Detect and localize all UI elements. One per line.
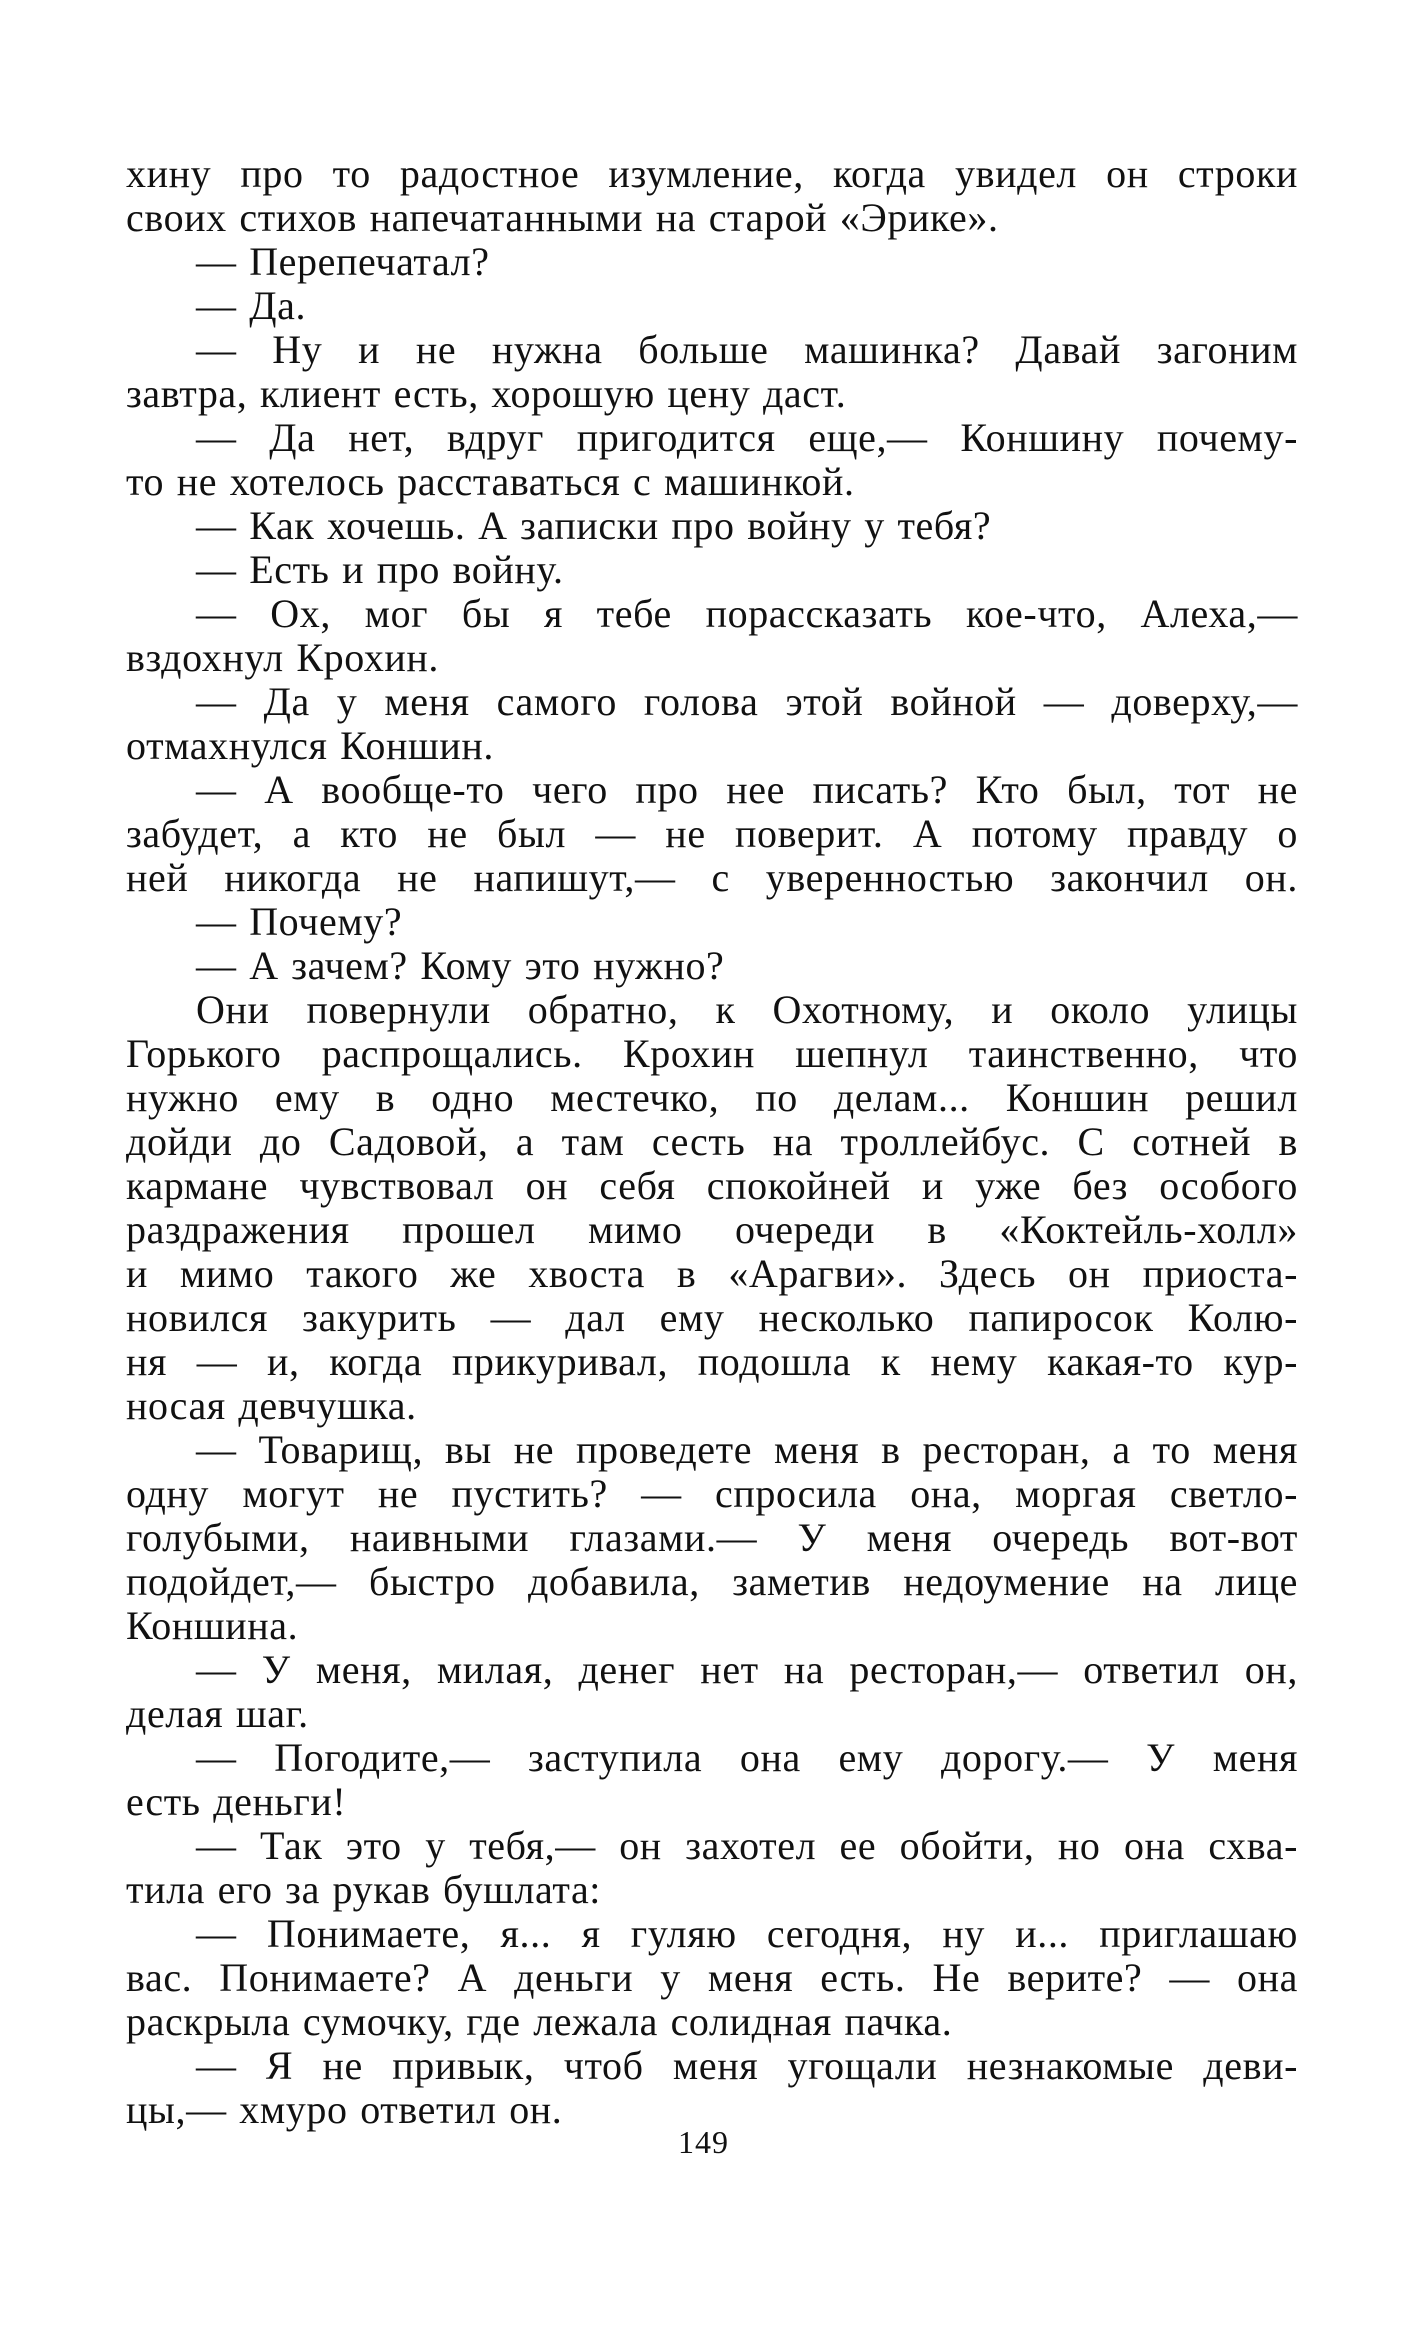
text-line: — А вообще-то чего про нее писать? Кто был, тот не (196, 767, 1298, 812)
text-line: — Почему? (196, 899, 403, 944)
text-line: отмахнулся Коншин. (126, 723, 495, 768)
text-line: хину про то радостное изумление, когда увидел он строки (126, 151, 1298, 196)
page-number: 149 (678, 2124, 729, 2160)
text-line: голубыми, наивными глазами.— У меня очередь вот-вот (126, 1515, 1298, 1560)
text-line: раздражения прошел мимо очереди в «Коктейль-холл» (126, 1207, 1298, 1252)
text-line: подойдет,— быстро добавила, заметив недоумение на лице (126, 1559, 1298, 1604)
text-line: делая шаг. (126, 1691, 309, 1736)
text-line: — Да нет, вдруг пригодится еще,— Коншину почему- (196, 415, 1298, 460)
text-line: есть деньги! (126, 1779, 347, 1824)
text-line: — Перепечатал? (196, 239, 490, 284)
text-line: — Так это у тебя,— он захотел ее обойти, но она схва- (196, 1823, 1298, 1868)
text-line: нужно ему в одно местечко, по делам... Коншин решил (126, 1075, 1298, 1120)
text-line: — Товарищ, вы не проведете меня в ресторан, а то меня (196, 1427, 1298, 1472)
text-line: — Понимаете, я... я гуляю сегодня, ну и... приглашаю (196, 1911, 1298, 1956)
text-line: одну могут не пустить? — спросила она, моргая светло- (126, 1471, 1298, 1516)
text-line: тила его за рукав бушлата: (126, 1867, 602, 1912)
text-line: Они повернули обратно, к Охотному, и около улицы (196, 987, 1298, 1032)
text-line: то не хотелось расставаться с машинкой. (126, 459, 855, 504)
text-line: кармане чувствовал он себя спокойней и уже без особого (126, 1163, 1298, 1208)
text-line: — Да у меня самого голова этой войной — доверху,— (196, 679, 1298, 724)
text-line: дойди до Садовой, а там сесть на троллейбус. С сотней в (126, 1119, 1298, 1164)
text-line: — Да. (196, 283, 307, 328)
text-line: раскрыла сумочку, где лежала солидная пачка. (126, 1999, 953, 2044)
text-line: цы,— хмуро ответил он. (126, 2087, 563, 2132)
text-line: — Ну и не нужна больше машинка? Давай загоним (196, 327, 1298, 372)
text-line: носая девчушка. (126, 1383, 417, 1428)
text-line: — А зачем? Кому это нужно? (196, 943, 725, 988)
text-line: и мимо такого же хвоста в «Арагви». Здесь он приоста- (126, 1251, 1298, 1296)
text-line: Коншина. (126, 1603, 299, 1648)
text-line: новился закурить — дал ему несколько папиросок Колю- (126, 1295, 1298, 1340)
page-body-text (126, 152, 1298, 2132)
text-line: — Погодите,— заступила она ему дорогу.— У меня (196, 1735, 1298, 1780)
text-line: — У меня, милая, денег нет на ресторан,— ответил он, (196, 1647, 1298, 1692)
text-line: — Как хочешь. А записки про войну у тебя? (196, 503, 992, 548)
text-line: вздохнул Крохин. (126, 635, 440, 680)
text-line: — Ох, мог бы я тебе порассказать кое-что, Алеха,— (196, 591, 1298, 636)
text-line: Горького распрощались. Крохин шепнул таинственно, что (126, 1031, 1298, 1076)
text-line: завтра, клиент есть, хорошую цену даст. (126, 371, 847, 416)
text-line: ней никогда не напишут,— с уверенностью закончил он. (126, 855, 1298, 900)
text-line: вас. Понимаете? А деньги у меня есть. Не верите? — она (126, 1955, 1298, 2000)
text-line: — Есть и про войну. (196, 547, 564, 592)
text-line: ня — и, когда прикуривал, подошла к нему какая-то кур- (126, 1339, 1298, 1384)
text-line: — Я не привык, чтоб меня угощали незнакомые деви- (196, 2043, 1298, 2088)
text-line: своих стихов напечатанными на старой «Эрике». (126, 195, 999, 240)
text-line: забудет, а кто не был — не поверит. А потому правду о (126, 811, 1298, 856)
